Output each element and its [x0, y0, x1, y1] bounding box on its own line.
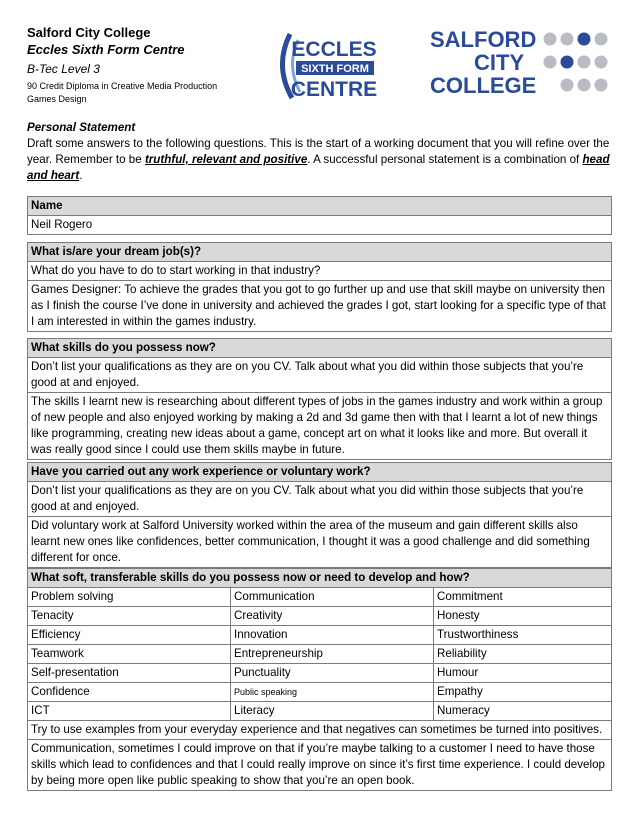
skill-cell: Public speaking [231, 683, 434, 702]
eccles-logo-line2: SIXTH FORM [301, 63, 369, 75]
name-value[interactable]: Neil Rogero [28, 216, 612, 235]
eccles-logo-line3: CENTRE [290, 78, 378, 101]
course-title: Games Design [27, 94, 87, 104]
intro-emphasis-2: head and heart [27, 153, 610, 182]
salford-city-college-logo [430, 27, 608, 95]
course-level: B-Tec Level 3 [27, 62, 100, 76]
skill-cell: Punctuality [231, 664, 434, 683]
soft-skills-table [27, 568, 612, 791]
salford-logo-line1: SALFORD [430, 27, 537, 52]
intro-text-1: Draft some answers to the following questions. This is the start of a working document that you will refine over the year. Remember to be [27, 137, 610, 166]
skill-cell: Entrepreneurship [231, 645, 434, 664]
skill-cell: Teamwork [28, 645, 231, 664]
skill-cell: Problem solving [28, 588, 231, 607]
skill-cell: Communication [231, 588, 434, 607]
skills-table [27, 338, 612, 460]
skill-cell: Literacy [231, 702, 434, 721]
experience-table [27, 462, 612, 568]
personal-statement [27, 120, 612, 184]
soft-skills-answer[interactable]: Communication, sometimes I could improve on that if you’re maybe talking to a customer I need to have those skills which lead to confidences and that I could really improve on since it’s first time experience. I could develop by being more open like public speaking to show that you’re an open book. [28, 740, 612, 791]
college-name: Salford City College [27, 25, 151, 40]
dream-job-header: What is/are your dream job(s)? [28, 243, 612, 262]
intro-emphasis-1: truthful, relevant and positive [144, 153, 308, 166]
skill-cell: Creativity [231, 607, 434, 626]
eccles-logo-line1: ECCLES [291, 38, 377, 61]
document-header [27, 24, 287, 106]
diploma-title: 90 Credit Diploma in Creative Media Production [27, 81, 218, 91]
salford-logo-dots [544, 33, 608, 92]
eccles-logo [272, 26, 382, 108]
personal-statement-intro [27, 136, 612, 184]
experience-header: Have you carried out any work experience or voluntary work? [28, 463, 612, 482]
skill-cell: Commitment [434, 588, 612, 607]
skills-header: What skills do you possess now? [28, 339, 612, 358]
centre-name: Eccles Sixth Form Centre [27, 42, 185, 57]
dream-job-question: What do you have to do to start working in that industry? [28, 262, 612, 281]
dream-job-table [27, 242, 612, 332]
dream-job-answer[interactable]: Games Designer: To achieve the grades that you got to go further up and use that skill maybe on university then as I finish the course I’ve done in university and achieved the grades I got, start looking for a specific type of that I am interested in within the games industry. [28, 281, 612, 332]
skill-cell: Trustworthiness [434, 626, 612, 645]
skill-cell: ICT [28, 702, 231, 721]
skill-cell: Efficiency [28, 626, 231, 645]
skill-cell: Innovation [231, 626, 434, 645]
soft-skills-header: What soft, transferable skills do you possess now or need to develop and how? [28, 569, 612, 588]
intro-text-3: . [79, 169, 83, 182]
intro-text-2: . A successful personal statement is a combination of [307, 153, 583, 166]
skill-cell: Humour [434, 664, 612, 683]
skill-cell: Reliability [434, 645, 612, 664]
skill-cell: Empathy [434, 683, 612, 702]
experience-answer[interactable]: Did voluntary work at Salford University worked within the area of the museum and gain different skills also learnt new ones like confidences, better communication, I thought it was a good challenge and did something different for once. [28, 517, 612, 568]
skills-answer[interactable]: The skills I learnt new is researching about different types of jobs in the games industry and work within a group of new people and also enjoyed working by making a 2d and 3d game then with that I learnt a lot of new things like programming, creating new ideas about a game, concept art on what it looks like and more. But overall it was really good since I could use them skills maybe in future. [28, 393, 612, 460]
soft-skills-guidance: Try to use examples from your everyday experience and that negatives can sometimes be turned into positives. [28, 721, 612, 740]
name-header: Name [28, 197, 612, 216]
experience-guidance: Don’t list your qualifications as they are on you CV. Talk about what you did within those subjects that you’re good at and enjoyed. [28, 482, 612, 517]
salford-logo-line2: CITY [474, 50, 525, 75]
skill-cell: Self-presentation [28, 664, 231, 683]
skill-cell: Tenacity [28, 607, 231, 626]
skill-cell: Honesty [434, 607, 612, 626]
name-table [27, 196, 612, 235]
salford-logo-line3: COLLEGE [430, 73, 537, 95]
skill-cell: Numeracy [434, 702, 612, 721]
personal-statement-title: Personal Statement [27, 121, 136, 134]
skills-guidance: Don’t list your qualifications as they are on you CV. Talk about what you did within those subjects that you’re good at and enjoyed. [28, 358, 612, 393]
skill-cell: Confidence [28, 683, 231, 702]
